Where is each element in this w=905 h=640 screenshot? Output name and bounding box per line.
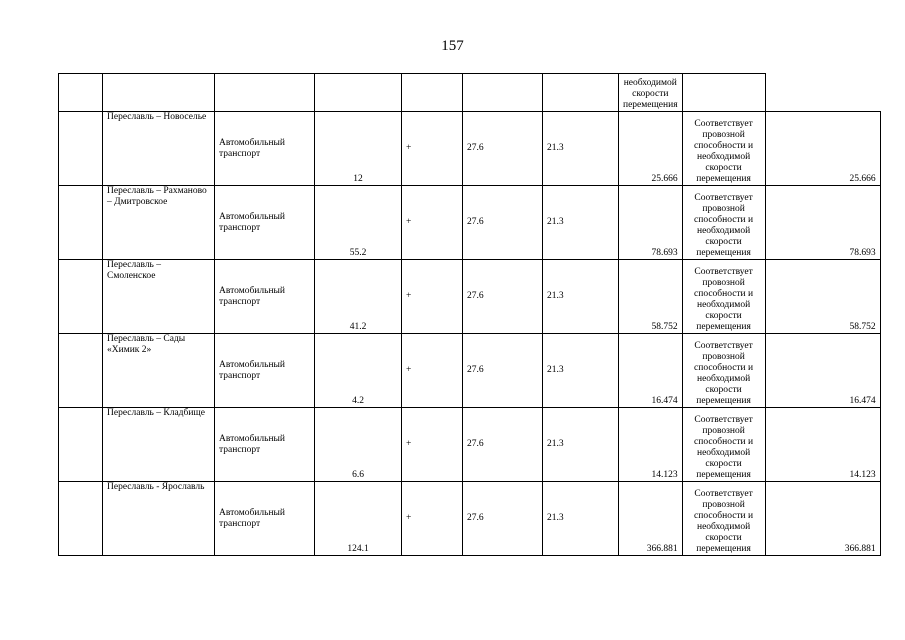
length-cell: 4.2 — [315, 334, 402, 408]
transport-mode-cell: Автомобильный транспорт — [215, 482, 315, 556]
table-cell — [402, 74, 463, 112]
index-cell — [59, 334, 103, 408]
speed-cell: 27.6 — [463, 260, 543, 334]
speed-cell: 27.6 — [463, 112, 543, 186]
status-line: скорости — [632, 89, 669, 99]
result-cell: 366.881 — [765, 482, 880, 556]
table-row — [59, 408, 881, 482]
index-cell — [59, 408, 103, 482]
route-cell: Переславль - Ярославль — [103, 482, 215, 556]
status-cell: Соответствует провозной способности и необходимой скорости перемещения — [682, 260, 765, 334]
table-row-continued — [59, 74, 881, 112]
table-cell — [103, 74, 215, 112]
speed-cell: 27.6 — [463, 482, 543, 556]
status-cell — [619, 74, 683, 112]
status-cell: Соответствует провозной способности и необходимой скорости перемещения — [682, 186, 765, 260]
length-cell: 55.2 — [315, 186, 402, 260]
speed-cell: 21.3 — [543, 408, 619, 482]
route-table — [58, 73, 881, 556]
table-cell — [543, 74, 619, 112]
page-number: 157 — [441, 38, 464, 54]
speed-cell: 27.6 — [463, 334, 543, 408]
mark-cell: + — [402, 260, 463, 334]
mark-cell: + — [402, 186, 463, 260]
length-cell: 41.2 — [315, 260, 402, 334]
route-cell: Переславль – Рахманово – Дмитровское — [103, 186, 215, 260]
table-cell — [315, 74, 402, 112]
speed-cell: 21.3 — [543, 260, 619, 334]
route-cell: Переславль – Смоленское — [103, 260, 215, 334]
index-cell — [59, 186, 103, 260]
table-cell — [215, 74, 315, 112]
speed-cell: 21.3 — [543, 334, 619, 408]
value-cell: 25.666 — [619, 112, 683, 186]
status-line: необходимой — [623, 78, 677, 88]
table-cell — [59, 74, 103, 112]
table-row — [59, 260, 881, 334]
index-cell — [59, 482, 103, 556]
value-cell: 14.123 — [619, 408, 683, 482]
value-cell: 78.693 — [619, 186, 683, 260]
table-row — [59, 334, 881, 408]
mark-cell: + — [402, 334, 463, 408]
mark-cell: + — [402, 482, 463, 556]
speed-cell: 27.6 — [463, 408, 543, 482]
table-cell — [463, 74, 543, 112]
table-row — [59, 112, 881, 186]
length-cell: 6.6 — [315, 408, 402, 482]
index-cell — [59, 112, 103, 186]
status-line: перемещения — [623, 100, 678, 110]
speed-cell: 21.3 — [543, 482, 619, 556]
result-cell: 14.123 — [765, 408, 880, 482]
status-cell: Соответствует провозной способности и необходимой скорости перемещения — [682, 408, 765, 482]
table-cell — [682, 74, 765, 112]
value-cell: 366.881 — [619, 482, 683, 556]
transport-mode-cell: Автомобильный транспорт — [215, 408, 315, 482]
length-cell: 12 — [315, 112, 402, 186]
transport-mode-cell: Автомобильный транспорт — [215, 186, 315, 260]
mark-cell: + — [402, 408, 463, 482]
transport-mode-cell: Автомобильный транспорт — [215, 260, 315, 334]
transport-mode-cell: Автомобильный транспорт — [215, 334, 315, 408]
status-cell: Соответствует провозной способности и необходимой скорости перемещения — [682, 334, 765, 408]
length-cell: 124.1 — [315, 482, 402, 556]
value-cell: 16.474 — [619, 334, 683, 408]
speed-cell: 21.3 — [543, 112, 619, 186]
result-cell: 78.693 — [765, 186, 880, 260]
route-cell: Переславль – Кладбище — [103, 408, 215, 482]
table-row — [59, 482, 881, 556]
result-cell: 58.752 — [765, 260, 880, 334]
value-cell: 58.752 — [619, 260, 683, 334]
route-cell: Переславль – Сады «Химик 2» — [103, 334, 215, 408]
route-cell: Переславль – Новоселье — [103, 112, 215, 186]
speed-cell: 27.6 — [463, 186, 543, 260]
status-cell: Соответствует провозной способности и необходимой скорости перемещения — [682, 482, 765, 556]
result-cell: 16.474 — [765, 334, 880, 408]
result-cell: 25.666 — [765, 112, 880, 186]
status-cell: Соответствует провозной способности и необходимой скорости перемещения — [682, 112, 765, 186]
index-cell — [59, 260, 103, 334]
table-row — [59, 186, 881, 260]
speed-cell: 21.3 — [543, 186, 619, 260]
mark-cell: + — [402, 112, 463, 186]
transport-mode-cell: Автомобильный транспорт — [215, 112, 315, 186]
